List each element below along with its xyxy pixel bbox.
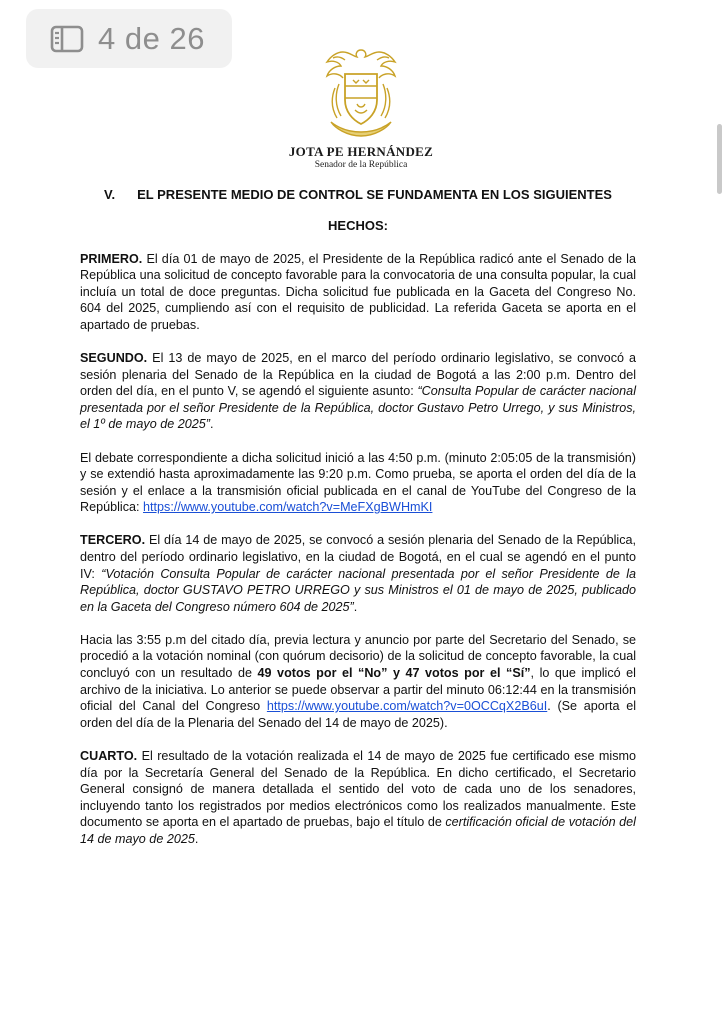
fact-text: . (Se aporta el orden del día de la Plenaria del Senado del 14 de mayo de 2025). xyxy=(80,699,636,730)
page-indicator-label: 4 de 26 xyxy=(98,20,205,56)
fact-lead: SEGUNDO. xyxy=(80,351,148,366)
fact-quote: “Votación Consulta Popular de carácter nacional presentada por el señor Presidente de la República, doctor GUSTAVO PETRO URREGO y sus Ministros el 01 de mayo de 2025, publicado en la Gaceta del Congreso número 604 de 2025” xyxy=(80,566,636,614)
youtube-link[interactable]: https://www.youtube.com/watch?v=MeFXgBWHmKI xyxy=(143,500,433,515)
section-heading xyxy=(80,186,636,204)
section-number: V. xyxy=(104,187,116,202)
fact-lead: TERCERO. xyxy=(80,533,146,548)
coat-of-arms-logo xyxy=(313,44,409,142)
fact-end: . xyxy=(209,417,214,432)
fact-primero xyxy=(80,251,636,334)
fact-end: . xyxy=(194,831,199,846)
fact-lead: PRIMERO. xyxy=(80,251,143,266)
fact-tercero-detail xyxy=(80,632,636,732)
vote-result: 49 votos por el “No” y 47 votos por el “Sí” xyxy=(257,666,531,681)
fact-text: El debate correspondiente a dicha solicitud inició a las 4:50 p.m. (minuto 2:05:05 de la transmisión) y se extendió hasta aproximadamente las 9:20 p.m. Como prueba, se aporta el orden del día de la sesión y el enlace a la transmisión oficial publicada en el canal de YouTube del Congreso de la República: xyxy=(80,450,636,515)
fact-quote: “Consulta Popular de carácter nacional presentada por el señor Presidente de la República, doctor Gustavo Petro Urrego, y sus Ministros, el 1º de mayo de 2025” xyxy=(80,384,636,432)
fact-segundo-detail xyxy=(80,450,636,516)
fact-text: El día 14 de mayo de 2025, se convocó a sesión plenaria del Senado de la República, dentro del período ordinario legislativo, en la ciudad de Bogotá, en el cual se agendó en el punto IV: xyxy=(80,533,636,581)
youtube-link[interactable]: https://www.youtube.com/watch?v=0OCCqX2B6uI xyxy=(266,699,548,714)
fact-end: . xyxy=(353,599,358,614)
fact-text: El 13 de mayo de 2025, en el marco del período ordinario legislativo, se convocó a sesión plenaria del Senado de la República en la ciudad de Bogotá a las 2:00 p.m. Dentro del orden del día, en el punto V, se agendó el siguiente asunto: xyxy=(80,351,636,399)
fact-cuarto xyxy=(80,748,636,848)
fact-text: El resultado de la votación realizada el 14 de mayo de 2025 fue certificado ese mismo día por la Secretaría General del Senado de la República. En dicho certificado, el Secretario General consignó de manera detallada el sentido del voto de cada uno de los senadores, incluyendo tanto los registrados por medios electrónicos como los realizados manualmente. Este documento se aporta en el apartado de pruebas, bajo el título de xyxy=(80,748,636,830)
sender-name: JOTA PE HERNÁNDEZ xyxy=(288,144,434,159)
letterhead xyxy=(0,44,722,170)
fact-text: , lo que implicó el archivo de la iniciativa. Lo anterior se puede observar a partir del minuto 06:12:44 en la transmisión oficial del Canal del Congreso xyxy=(80,666,636,714)
fact-tercero xyxy=(80,532,636,615)
fact-text: El día 01 de mayo de 2025, el Presidente de la República radicó ante el Senado de la República una solicitud de concepto favorable para la convocatoria de una consulta popular, la cual incluía un total de doce preguntas. Dicha solicitud fue publicada en la Gaceta del Congreso No. 604 del 2025, cumpliendo así con el requisito de publicidad. La referida Gaceta se aporta en el apartado de pruebas. xyxy=(80,251,636,332)
fact-lead: CUARTO. xyxy=(80,748,138,763)
section-title-text: EL PRESENTE MEDIO DE CONTROL SE FUNDAMENTA EN LOS SIGUIENTES xyxy=(137,187,612,202)
sender-role: Senador de la República xyxy=(314,160,408,170)
fact-italic: certificación oficial de votación del 14 de mayo de 2025 xyxy=(80,815,636,846)
document-body xyxy=(80,186,636,864)
fact-text: Hacia las 3:55 p.m del citado día, previa lectura y anuncio por parte del Secretario del Senado, se procedió a la votación nominal (con quórum decisorio) de la solicitud de concepto favorable, la cual concluyó con un resultado de xyxy=(80,632,636,681)
facts-heading: HECHOS: xyxy=(328,218,388,233)
fact-segundo xyxy=(80,350,636,433)
